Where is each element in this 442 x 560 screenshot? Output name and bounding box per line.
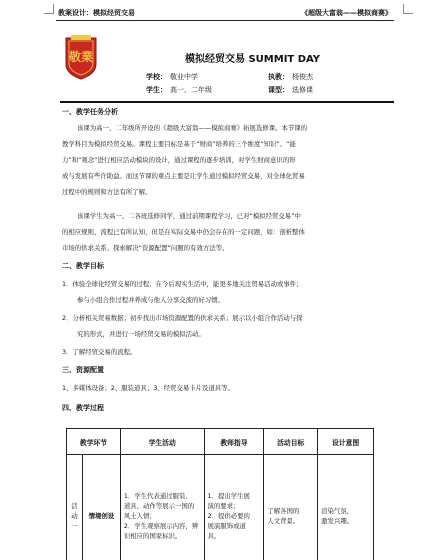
cell-teacher-guidance: 1．提出学生展 演的要求； 2．提供必要的 展演服饰或道 具。 — [204, 455, 264, 560]
header-left: 教案设计：模拟经贸交易 — [58, 9, 135, 17]
table-header-row — [67, 429, 374, 455]
para1-line-1: 该课为高一、二年级所开设的《超级大富翁——模拟商赛》拓展选修课。本节课的 — [77, 124, 308, 132]
section-heading-resources: 三、资源配置 — [62, 366, 104, 374]
goal-line-3: 2．分析相关贸易数据；初步找出市场资源配置的供求关系；展示以小组合作活动与探 — [62, 314, 303, 322]
cell-activity-goal: 了解各国的 人文背景。 — [264, 455, 318, 560]
goal-line-4: 究的形式，并进行一场经贸交易的模拟活动。 — [77, 330, 205, 338]
teaching-process-table — [66, 428, 374, 560]
document-title: 模拟经贸交易 SUMMIT DAY — [185, 54, 321, 65]
para1-line-2: 教学科目为模拟经贸交易。课程主要目标是基于“财商”培养的三个维度“知识”、“能 — [62, 140, 296, 148]
col-header-student: 学生活动 — [120, 429, 204, 455]
para1-line-5: 过程中的规则和方法有所了解。 — [62, 188, 152, 196]
crop-mark-top-right — [403, 4, 413, 14]
goal-line-5: 3．了解经贸交易的流程。 — [62, 348, 137, 356]
goal-line-1: 1．体验全球化经贸交易的过程；在今后现实生活中，能更多地关注贸易活动或事件； — [62, 280, 303, 288]
info-students: 学生： 高一、二年级 — [146, 86, 212, 94]
header-rule — [56, 20, 394, 21]
col-header-teacher: 教师指导 — [204, 429, 264, 455]
col-header-design: 设计意图 — [318, 429, 374, 455]
crop-mark-top-left — [44, 4, 54, 14]
section-rule — [60, 101, 394, 103]
table-row — [67, 455, 374, 560]
goal-line-2: 参与小组合作过程并养成与他人分享交流的好习惯。 — [77, 296, 224, 304]
info-course-type: 课型： 选修课 — [268, 86, 313, 94]
col-header-stage: 教学环节 — [67, 429, 121, 455]
cell-student-activity: 1．学生代表通过服装、 道具、动作等展示一国的 风土人情； 2．学生观察展示内容，辨 识相应的国家标识。 — [120, 455, 204, 560]
para1-line-3: 力”和“观念”进行相应活动模块的设计，通过课程的逐步培训，对学生财商意识的形 — [62, 156, 296, 164]
cell-activity: 活动一 — [67, 455, 83, 560]
header-right: 《超级大富翁——模拟商赛》 — [301, 9, 392, 17]
cell-design-intent: 渲染气氛， 激发兴趣。 — [318, 455, 374, 560]
para2-line-2: 的相应规则、流程已有所认知，但是在实际交易中仍会存在的一定问题，如：剖析整体 — [62, 228, 305, 236]
para2-line-1: 该课学生为高一、二各班选修同学，通过前期课程学习，已对“模拟经贸交易”中 — [77, 212, 301, 220]
para2-line-3: 市场的供求关系、探索解决“资源配置”问题的有效方法等。 — [62, 244, 229, 252]
resources-text: 1、多媒体设备；2、服装道具；3、经贸交易卡片及道具等。 — [62, 384, 234, 392]
school-logo — [64, 34, 98, 80]
section-heading-analysis: 一、教学任务分析 — [62, 108, 118, 116]
para1-line-4: 成与发展有些许助益。而这节课的重点主要是让学生通过模拟经贸交易，对全球化贸易 — [62, 172, 305, 180]
cell-stage: 情境创设 — [82, 455, 120, 560]
col-header-goal: 活动目标 — [264, 429, 318, 455]
section-heading-process: 四、教学过程 — [62, 404, 104, 412]
info-school: 学校： 敬业中学 — [146, 73, 198, 81]
logo-text: 敬業 — [68, 50, 94, 64]
info-teacher: 执教： 杨俊杰 — [268, 73, 313, 81]
section-heading-goals: 二、教学目标 — [62, 262, 104, 270]
